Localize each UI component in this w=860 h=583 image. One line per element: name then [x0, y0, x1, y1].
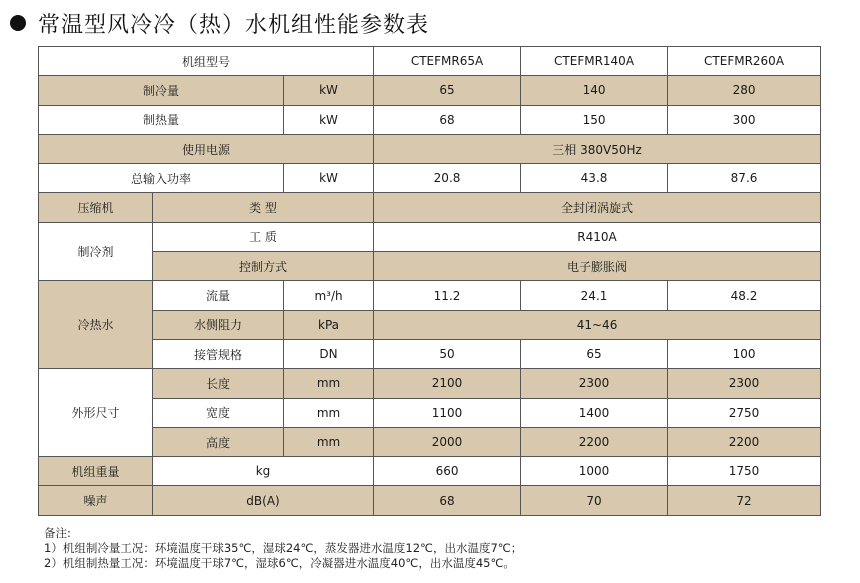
table-row-weight [39, 457, 821, 486]
table-row-water-resistance [39, 310, 821, 339]
table-row-cooling [39, 76, 821, 105]
heating-value-2: 150 [521, 105, 668, 134]
input-power-unit: kW [284, 164, 374, 193]
length-value-1: 2100 [374, 369, 521, 398]
model-2: CTEFMR140A [521, 47, 668, 76]
pipe-value-2: 65 [521, 339, 668, 368]
heating-value-1: 68 [374, 105, 521, 134]
length-unit: mm [284, 369, 374, 398]
table-row-length [39, 369, 821, 398]
width-label: 宽度 [153, 398, 284, 427]
noise-value-3: 72 [668, 486, 821, 515]
compressor-type-value: 全封闭涡旋式 [374, 193, 821, 222]
table-row-input-power [39, 164, 821, 193]
input-power-value-3: 87.6 [668, 164, 821, 193]
model-3: CTEFMR260A [668, 47, 821, 76]
table-row-model [39, 47, 821, 76]
compressor-type-label: 类 型 [153, 193, 374, 222]
compressor-group: 压缩机 [39, 193, 153, 222]
power-supply-value: 三相 380V50Hz [374, 134, 821, 163]
noise-value-2: 70 [521, 486, 668, 515]
title-text: 常温型风冷冷（热）水机组性能参数表 [38, 12, 430, 38]
flow-value-3: 48.2 [668, 281, 821, 310]
cooling-unit: kW [284, 76, 374, 105]
height-value-3: 2200 [668, 427, 821, 456]
note-item: 2）机组制热量工况：环境温度干球7℃，湿球6℃，冷凝器进水温度40℃，出水温度45℃。 [44, 556, 515, 570]
cooling-value-1: 65 [374, 76, 521, 105]
pipe-value-3: 100 [668, 339, 821, 368]
control-method-label: 控制方式 [153, 252, 374, 281]
cooling-value-3: 280 [668, 76, 821, 105]
length-label: 长度 [153, 369, 284, 398]
width-value-1: 1100 [374, 398, 521, 427]
weight-value-3: 1750 [668, 457, 821, 486]
table-row-water-flow [39, 281, 821, 310]
weight-value-1: 660 [374, 457, 521, 486]
height-label: 高度 [153, 427, 284, 456]
height-value-2: 2200 [521, 427, 668, 456]
control-method-value: 电子膨胀阀 [374, 252, 821, 281]
weight-value-2: 1000 [521, 457, 668, 486]
width-value-2: 1400 [521, 398, 668, 427]
pipe-unit: DN [284, 339, 374, 368]
notes [44, 526, 522, 571]
length-value-3: 2300 [668, 369, 821, 398]
cooling-value-2: 140 [521, 76, 668, 105]
model-1: CTEFMR65A [374, 47, 521, 76]
model-label: 机组型号 [39, 47, 374, 76]
table-row-compressor [39, 193, 821, 222]
flow-value-2: 24.1 [521, 281, 668, 310]
cooling-label: 制冷量 [39, 76, 284, 105]
flow-value-1: 11.2 [374, 281, 521, 310]
input-power-value-1: 20.8 [374, 164, 521, 193]
width-value-3: 2750 [668, 398, 821, 427]
input-power-label: 总输入功率 [39, 164, 284, 193]
table-row-noise [39, 486, 821, 515]
length-value-2: 2300 [521, 369, 668, 398]
refrigerant-medium-value: R410A [374, 222, 821, 251]
pipe-value-1: 50 [374, 339, 521, 368]
water-group: 冷热水 [39, 281, 153, 369]
resistance-unit: kPa [284, 310, 374, 339]
noise-value-1: 68 [374, 486, 521, 515]
note-item: 1）机组制冷量工况：环境温度干球35℃，湿球24℃，蒸发器进水温度12℃，出水温度7℃； [44, 541, 523, 555]
weight-label: 机组重量 [39, 457, 153, 486]
width-unit: mm [284, 398, 374, 427]
table-row-refrigerant-medium [39, 222, 821, 251]
table-row-heating [39, 105, 821, 134]
notes-heading: 备注: [44, 526, 71, 540]
refrigerant-medium-label: 工 质 [153, 222, 374, 251]
weight-unit: kg [153, 457, 374, 486]
table-row-refrigerant-control [39, 252, 821, 281]
power-supply-label: 使用电源 [39, 134, 374, 163]
flow-label: 流量 [153, 281, 284, 310]
height-value-1: 2000 [374, 427, 521, 456]
resistance-value: 41~46 [374, 310, 821, 339]
heating-unit: kW [284, 105, 374, 134]
input-power-value-2: 43.8 [521, 164, 668, 193]
bullet-icon [10, 15, 26, 31]
resistance-label: 水侧阻力 [153, 310, 284, 339]
refrigerant-group: 制冷剂 [39, 222, 153, 281]
height-unit: mm [284, 427, 374, 456]
table-row-water-pipe [39, 339, 821, 368]
page-title [8, 6, 429, 40]
noise-label: 噪声 [39, 486, 153, 515]
dimensions-group: 外形尺寸 [39, 369, 153, 457]
table-row-width [39, 398, 821, 427]
heating-value-3: 300 [668, 105, 821, 134]
noise-unit: dB(A) [153, 486, 374, 515]
table-row-height [39, 427, 821, 456]
flow-unit: m³/h [284, 281, 374, 310]
heating-label: 制热量 [39, 105, 284, 134]
table-row-power-supply [39, 134, 821, 163]
pipe-label: 接管规格 [153, 339, 284, 368]
spec-table [38, 46, 821, 516]
